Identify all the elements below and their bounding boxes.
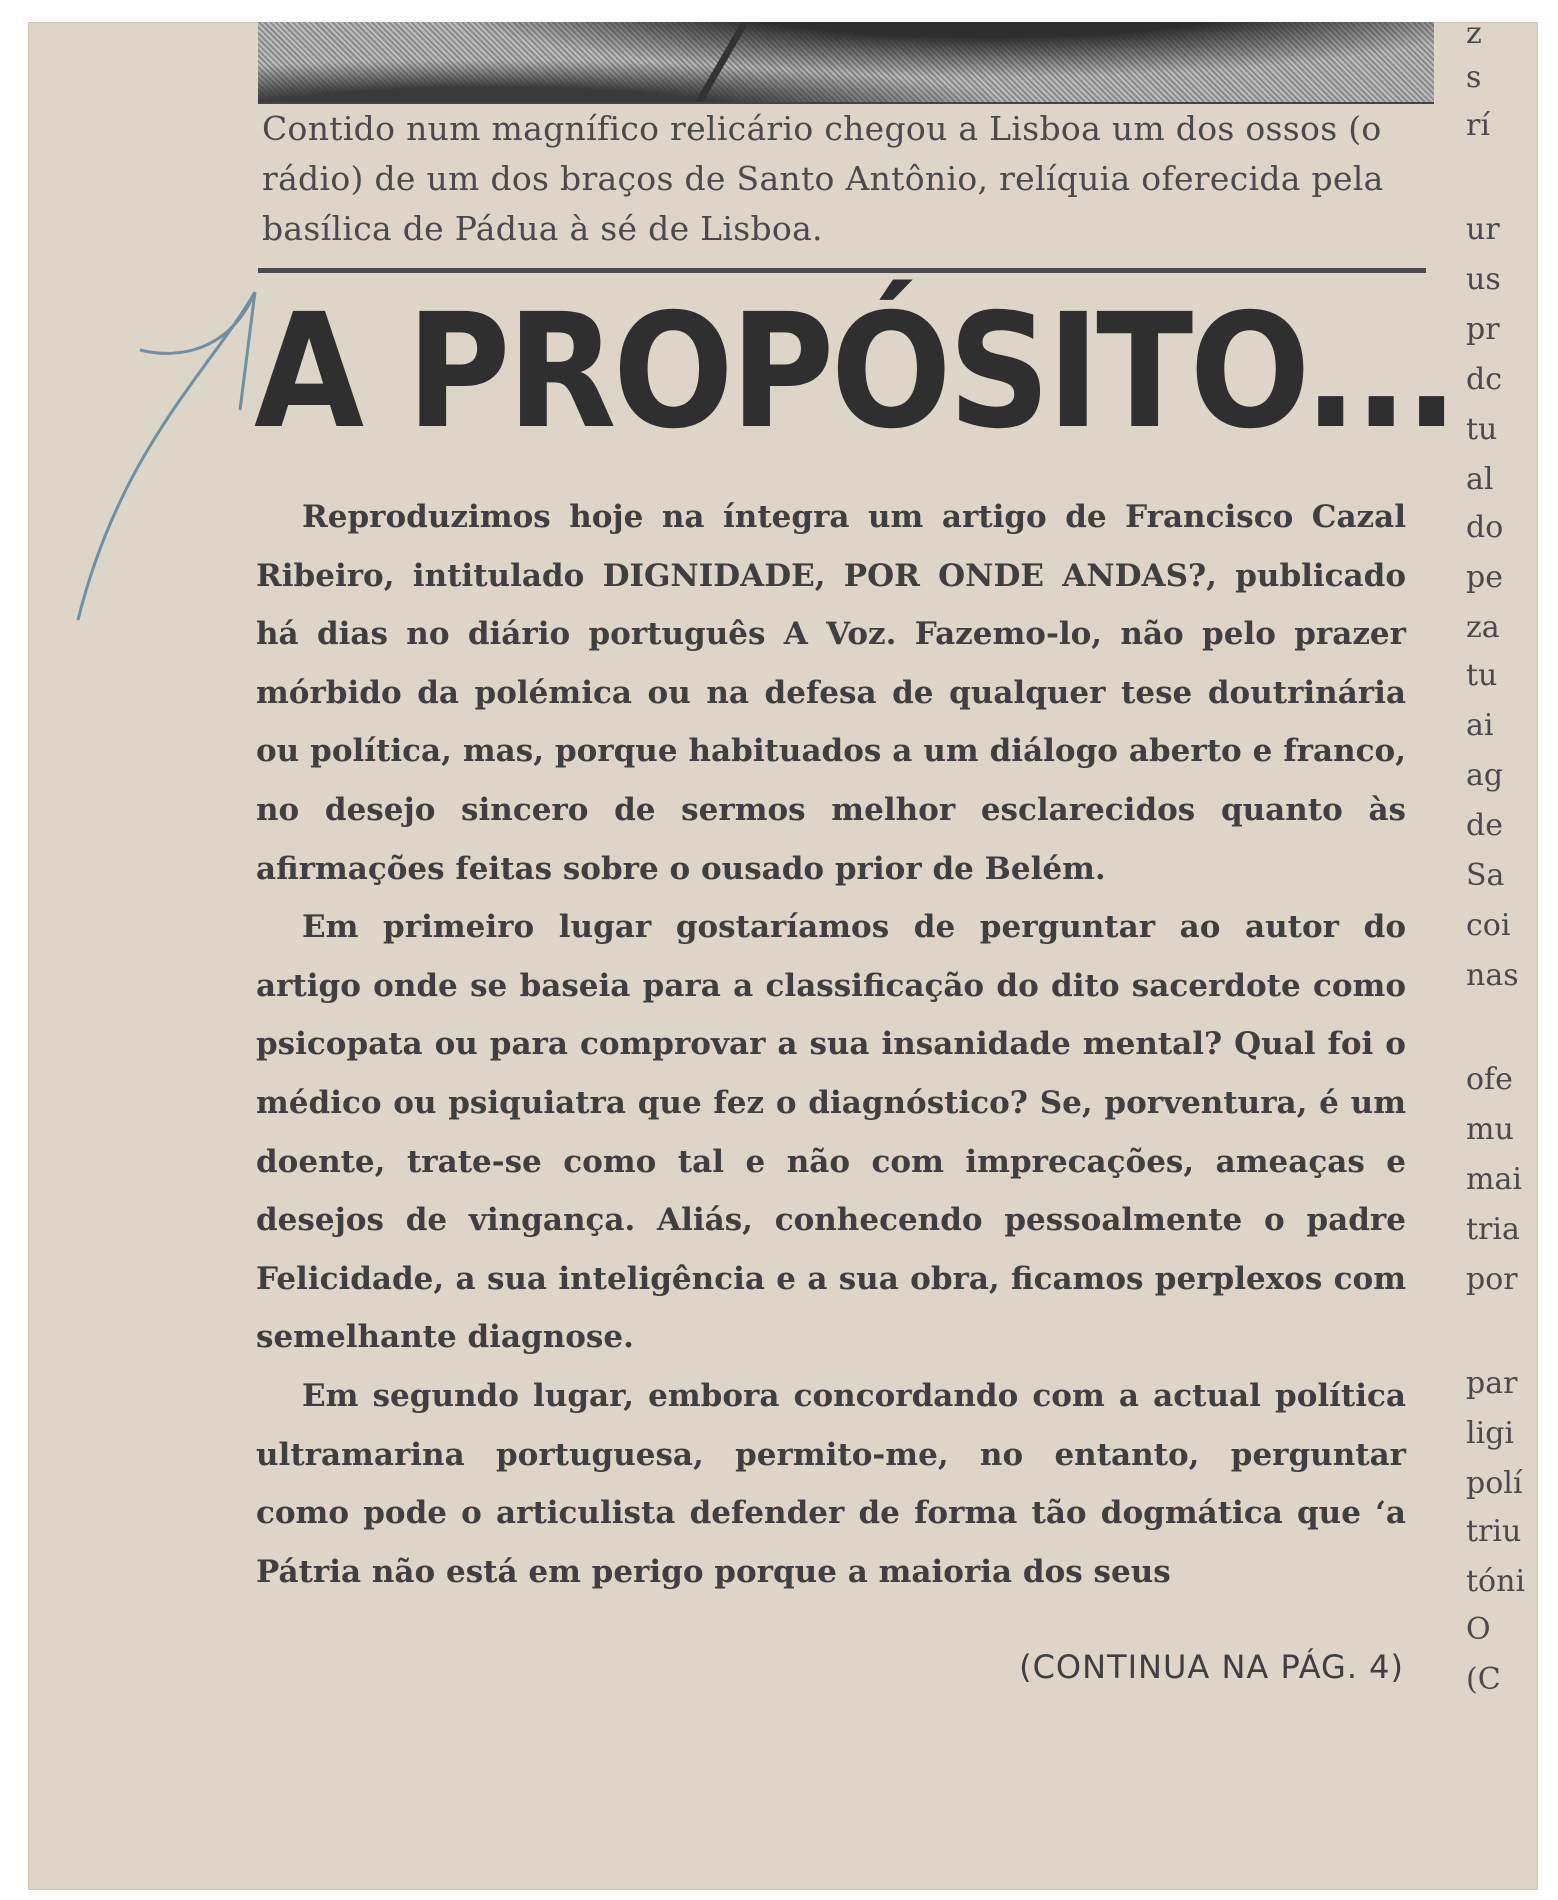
headline: A PROPÓSITO... [254,280,1456,464]
column-fragment: tu [1466,412,1498,447]
paragraph-3: Em segundo lugar, embora concordando com a actual política ultramarina portuguesa, permito-me, no entanto, perguntar como pode o articulista defender de forma tão dogmática que ‘a Pátria não está em perigo porque a maioria dos seus [256,1377,1406,1590]
adjacent-column-edge [1460,22,1540,1722]
paragraph-2: Em primeiro lugar gostaríamos de perguntar ao autor do artigo onde se baseia para a classificação do dito sacerdote como psicopata ou para comprovar a sua insanidade mental? Qual foi o médico ou psiquiatra que fez o diagnóstico? Se, porventura, é um doente, trate-se como tal e não com imprecações, ameaças e desejos de vingança. Aliás, conhecendo pessoalmente o padre Felicidade, a sua inteligência e a sua obra, ficamos perplexos com semelhante diagnose. [256,909,1406,1356]
column-fragment: mai [1466,1162,1522,1197]
column-fragment: O [1466,1612,1491,1647]
photo-dark-shape [695,22,969,102]
column-fragment: pe [1466,560,1503,595]
column-fragment: ag [1466,758,1504,793]
paragraph-1: Reproduzimos hoje na íntegra um artigo de Francisco Cazal Ribeiro, intitulado DIGNIDADE, POR ONDE ANDAS?, publicado há dias no diário português A Voz. Fazemo-lo, não pelo prazer mórbido da polémica ou na defesa de qualquer tese doutrinária ou política, mas, porque habituados a um diálogo aberto e franco, no desejo sincero de sermos melhor esclarecidos quanto às afirmações feitas sobre o ousado prior de Belém. [256,499,1406,887]
column-fragment: dc [1466,362,1503,397]
separator-rule [258,268,1426,273]
column-fragment: ai [1466,708,1494,743]
column-fragment: mu [1466,1112,1514,1147]
photo-fragment [258,22,1434,104]
column-fragment: tria [1466,1212,1520,1247]
column-fragment: al [1466,462,1494,497]
column-fragment: do [1466,510,1504,545]
column-fragment: ur [1466,212,1500,247]
column-fragment: us [1466,262,1501,297]
column-fragment: polí [1466,1466,1523,1501]
column-fragment: par [1466,1366,1518,1401]
column-fragment: z [1466,22,1482,51]
column-fragment: (C [1466,1662,1501,1697]
column-fragment: coi [1466,908,1511,943]
column-fragment: triu [1466,1514,1522,1549]
column-fragment: de [1466,808,1503,843]
photo-caption: Contido num magnífico relicário chegou a Lisboa um dos ossos (o rádio) de um dos braços de Santo Antônio, relíquia oferecida pela basílica de Pádua à sé de Lisboa. [262,109,1384,248]
column-fragment: Sa [1466,858,1505,893]
column-fragment: s [1466,60,1482,95]
column-fragment: ofe [1466,1062,1513,1097]
column-fragment: tóni [1466,1564,1526,1599]
column-fragment: tu [1466,658,1498,693]
continuation-note: (CONTINUA NA PÁG. 4) [1019,1648,1404,1686]
column-fragment: pr [1466,312,1500,347]
column-fragment: nas [1466,958,1519,993]
column-fragment: za [1466,610,1500,645]
column-fragment: rí [1466,108,1490,143]
article-body [256,488,1406,1601]
column-fragment: por [1466,1262,1518,1297]
column-fragment: ligi [1466,1416,1514,1451]
